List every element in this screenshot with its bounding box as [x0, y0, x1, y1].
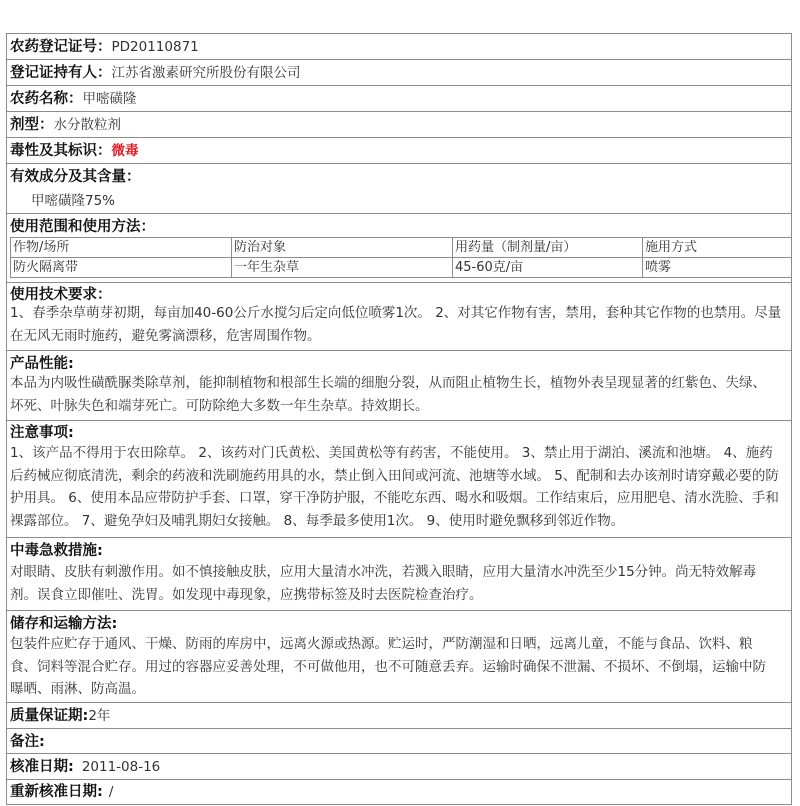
remarks-row [7, 729, 791, 754]
pesticide-name-row [7, 86, 791, 112]
usage-cell: 防火隔离带 [11, 258, 232, 278]
tech-line: 1、春季杂草萌芽初期，每亩加40-60公斤水搅匀后定向低位喷雾1次。 2、对其它作物有害，禁用，套种其它作物的也禁用。尽量 [10, 305, 782, 321]
first-aid-section [7, 538, 791, 611]
toxicity-row [7, 138, 791, 164]
first-aid-line: 对眼睛、皮肤有刺激作用。如不慎接触皮肤，应用大量清水冲洗，若溅入眼睛，应用大量清水冲洗至少15分钟。尚无特效解毒 [10, 564, 757, 580]
reg-no-label: 农药登记证号： [10, 39, 112, 55]
performance-section [7, 351, 791, 421]
reg-no-value: PD20110871 [111, 39, 199, 55]
formulation-value: 水分散粒剂 [53, 117, 121, 133]
reapproval-date-value: / [108, 784, 114, 800]
first-aid-line: 剂。误食立即催吐、洗胃。如发现中毒现象，应携带标签及时去医院检查治疗。 [10, 586, 483, 603]
toxicity-label: 毒性及其标识： [10, 143, 112, 159]
approval-date-value: 2011-08-16 [81, 759, 161, 775]
formulation-label: 剂型： [10, 117, 54, 133]
reg-no-row [7, 34, 791, 60]
tech-section [7, 282, 791, 351]
notes-text [10, 442, 788, 532]
performance-title: 产品性能: [10, 356, 74, 372]
holder-value: 江苏省激素研究所股份有限公司 [111, 65, 301, 81]
remarks-label: 备注: [10, 734, 45, 750]
usage-cell: 喷雾 [643, 258, 792, 278]
notes-line: 1、该产品不得用于农田除草。 2、该药对门氏黄松、美国黄松等有药害，不能使用。 3、禁止用于湖泊、溪流和池塘。 4、施药 [10, 445, 773, 461]
storage-line: 包装件应贮存于通风、干燥、防雨的库房中，远离火源或热源。贮运时，严防潮湿和日晒，远离儿童，不能与食品、饮料、粮 [10, 636, 753, 652]
tech-line: 在无风无雨时施药，避免雾滴漂移，危害周围作物。 [10, 327, 321, 344]
performance-line: 坏死、叶脉失色和端芽死亡。可防除绝大多数一年生杂草。持效期长。 [10, 397, 429, 414]
reapproval-date-label: 重新核准日期: [10, 784, 103, 800]
usage-title: 使用范围和使用方法： [10, 219, 155, 235]
tech-title: 使用技术要求： [10, 287, 112, 303]
notes-section [7, 421, 791, 538]
performance-text [10, 372, 788, 417]
storage-line: 曝晒、雨淋、防高温。 [10, 681, 145, 697]
usage-header-cell: 施用方式 [643, 238, 792, 258]
holder-row [7, 60, 791, 86]
usage-header-cell: 作物/场所 [11, 238, 232, 258]
ingredient-row [7, 164, 791, 214]
performance-line: 本品为内吸性磺酰脲类除草剂，能抑制植物和根部生长端的细胞分裂，从而阻止植物生长，植物外表呈现显著的红紫色、失绿、 [10, 375, 766, 391]
storage-line: 食、饲料等混合贮存。用过的容器应妥善处理，不可做他用，也不可随意丢弃。运输时确保不泄漏、不损坏、不倒塌，运输中防 [10, 658, 766, 675]
reapproval-date-row [7, 780, 791, 806]
storage-title: 储存和运输方法: [10, 616, 118, 632]
ingredient-value: 甲嘧磺隆75% [31, 193, 116, 209]
usage-table-header-row [11, 238, 792, 258]
approval-date-label: 核准日期: [10, 759, 74, 775]
storage-section [7, 611, 791, 703]
pesticide-name-label: 农药名称： [10, 91, 83, 107]
approval-date-row [7, 754, 791, 780]
notes-title: 注意事项: [10, 425, 74, 441]
shelf-life-value: 2年 [88, 708, 111, 724]
holder-label: 登记证持有人： [10, 65, 112, 81]
ingredient-label: 有效成分及其含量： [10, 169, 141, 185]
shelf-life-row [7, 703, 791, 729]
toxicity-value: 微毒 [111, 143, 139, 159]
usage-header-cell: 防治对象 [232, 238, 453, 258]
usage-cell: 45-60克/亩 [453, 258, 643, 278]
usage-header-cell: 用药量（制剂量/亩） [453, 238, 643, 258]
usage-cell: 一年生杂草 [232, 258, 453, 278]
shelf-life-label: 质量保证期: [10, 708, 89, 724]
registration-info-panel [6, 33, 792, 805]
usage-table [10, 237, 792, 278]
notes-line: 裸露部位。 7、避免孕妇及哺乳期妇女接触。 8、每季最多使用1次。 9、使用时避免飘移到邻近作物。 [10, 512, 625, 529]
tech-text [10, 302, 788, 347]
first-aid-title: 中毒急救措施: [10, 543, 103, 559]
notes-line: 后药械应彻底清洗，剩余的药液和洗刷施药用具的水，禁止倒入田间或河流、池塘等水域。 5、配制和去办该剂时请穿戴必要的防 [10, 467, 779, 484]
formulation-row [7, 112, 791, 138]
usage-table-row [11, 258, 792, 278]
storage-text [10, 633, 788, 701]
first-aid-text [10, 561, 788, 606]
pesticide-name-value: 甲嘧磺隆 [82, 91, 137, 107]
notes-line: 护用具。 6、使用本品应带防护手套、口罩，穿干净防护服，不能吃东西、喝水和吸烟。工作结束后，应用肥皂、清水洗脸、手和 [10, 490, 779, 506]
